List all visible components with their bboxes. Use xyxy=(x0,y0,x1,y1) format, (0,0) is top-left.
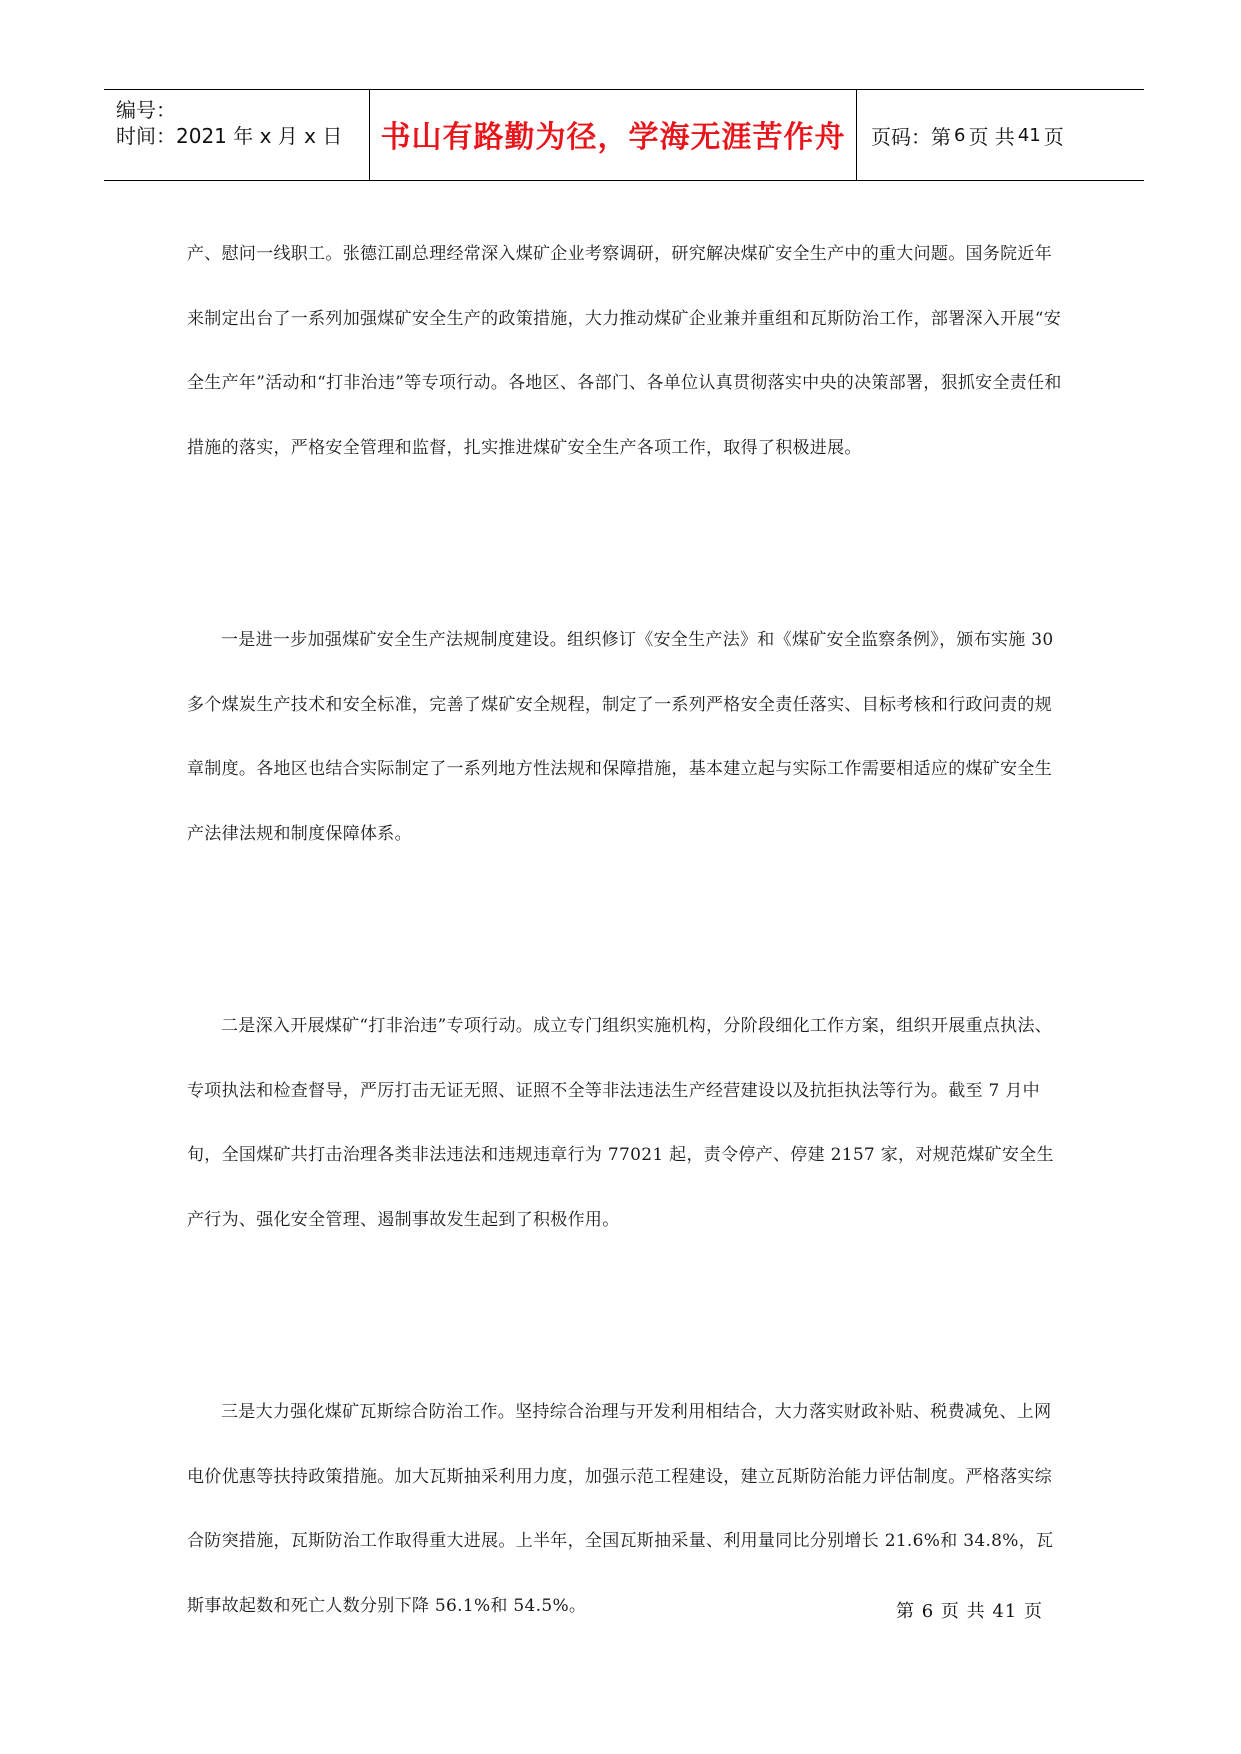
page-mid: 页 共 xyxy=(968,124,1015,149)
document-header xyxy=(104,89,1144,181)
document-body xyxy=(187,222,1067,1638)
date-label: 时间：2021 年 x 月 x 日 xyxy=(116,124,343,148)
paragraph: 一是进一步加强煤矿安全生产法规制度建设。组织修订《安全生产法》和《煤矿安全监察条例》，颁布实施 30 多个煤炭生产技术和安全标准，完善了煤矿安全规程，制定了一系列严格安全责任落实、目标考核和行政问责的规章制度。各地区也结合实际制定了一系列地方性法规和保障措施，基本建立起与实际工作需要相适应的煤矿安全生产法律法规和制度保障体系。 xyxy=(187,630,1054,844)
page-prefix: 页码：第 xyxy=(871,124,951,149)
header-page-cell xyxy=(857,90,1144,180)
header-meta-cell xyxy=(104,90,370,180)
page-footer: 第 6 页 共 41 页 xyxy=(896,1601,1043,1622)
paragraph-gap xyxy=(187,480,1067,608)
motto-text: 书山有路勤为径，学海无涯苦作舟 xyxy=(380,120,846,155)
paragraph-gap xyxy=(187,866,1067,994)
serial-number-label: 编号： xyxy=(116,98,176,122)
paragraph: 二是深入开展煤矿“打非治违”专项行动。成立专门组织实施机构，分阶段细化工作方案，组织开展重点执法、专项执法和检查督导，严厉打击无证无照、证照不全等非法违法生产经营建设以及抗拒执法等行为。截至 7 月中旬，全国煤矿共打击治理各类非法违法和违规违章行为 77021 起，责令停产、停建 2157 家，对规范煤矿安全生产行为、强化安全管理、遏制事故发生起到了积极作用。 xyxy=(187,1016,1054,1230)
header-motto-cell xyxy=(370,90,857,180)
page-suffix: 页 xyxy=(1043,124,1064,149)
paragraph: 三是大力强化煤矿瓦斯综合防治工作。坚持综合治理与开发利用相结合，大力落实财政补贴、税费减免、上网电价优惠等扶持政策措施。加大瓦斯抽采利用力度，加强示范工程建设，建立瓦斯防治能力评估制度。严格落实综合防突措施，瓦斯防治工作取得重大进展。上半年，全国瓦斯抽采量、利用量同比分别增长 21.6%和 34.8%，瓦斯事故起数和死亡人数分别下降 56.1%和 54.5%。 xyxy=(187,1402,1054,1616)
page-total: 41 xyxy=(1017,124,1041,146)
paragraph: 产、慰问一线职工。张德江副总理经常深入煤矿企业考察调研，研究解决煤矿安全生产中的重大问题。国务院近年来制定出台了一系列加强煤矿安全生产的政策措施，大力推动煤矿企业兼并重组和瓦斯防治工作，部署深入开展“安全生产年”活动和“打非治违”等专项行动。各地区、各部门、各单位认真贯彻落实中央的决策部署，狠抓安全责任和措施的落实，严格安全管理和监督，扎实推进煤矿安全生产各项工作，取得了积极进展。 xyxy=(187,244,1062,458)
page-number: 6 xyxy=(954,124,966,146)
paragraph-gap xyxy=(187,1252,1067,1380)
